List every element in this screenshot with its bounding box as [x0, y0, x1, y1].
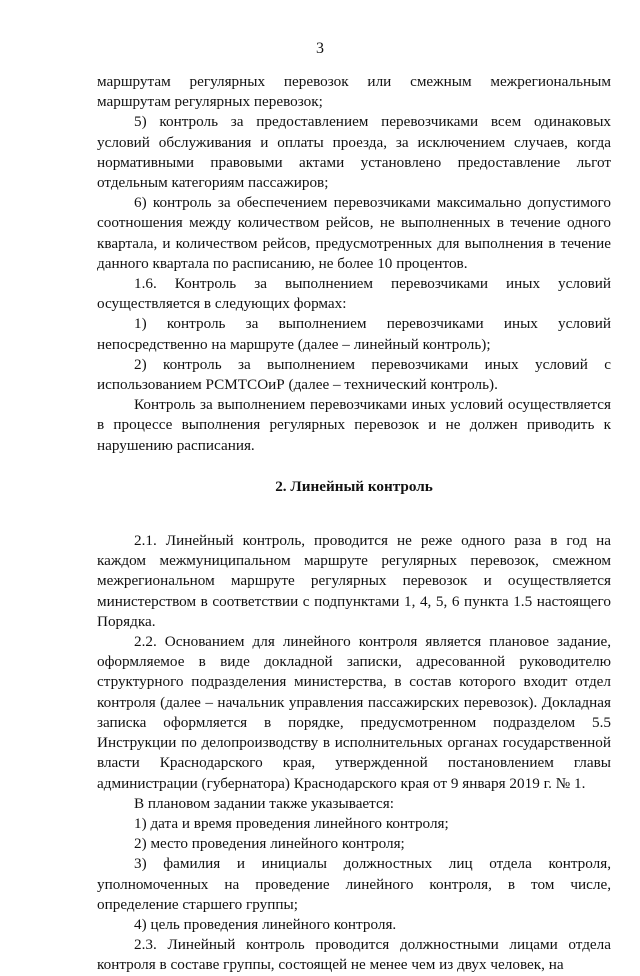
paragraph-p22: 2.2. Основанием для линейного контроля является плановое задание, оформляемое в виде докладной записки, адресованной руководителю структурного подразделения министерства, в состав которого входит отдел контроля (далее – начальник управления пассажирских перевозок). Докладная записка оформляется в порядке, предусмотренном подразделом 5.5 Инструкции по делопроизводству в исполнительных органах государственной власти Краснодарского края, утвержденной постановлением главы администрации (губернатора) Краснодарского края от 9 января 2019 г. № 1.: [97, 633, 611, 792]
paragraph-p5: 5) контроль за предоставлением перевозчиками всем одинаковых условий обслуживания и оплаты проезда, за исключением случаев, когда нормативными правовыми актами установлено предоставление льгот отдельным категориям пассажиров;: [97, 113, 611, 192]
paragraphs-top: [97, 72, 611, 456]
paragraph-p22a: В плановом задании также указывается:: [134, 794, 394, 812]
paragraphs-bottom: [97, 531, 611, 975]
paragraph-p22_2: 2) место проведения линейного контроля;: [134, 835, 405, 853]
paragraph-cont: маршрутам регулярных перевозок или смежным межрегиональным маршрутам регулярных перевозок;: [97, 73, 611, 111]
document-body: [97, 72, 611, 976]
paragraph-p23: 2.3. Линейный контроль проводится должностными лицами отдела контроля в составе группы, состоящей не менее чем из двух человек, на: [97, 936, 611, 974]
paragraph-p16_2: 2) контроль за выполнением перевозчиками иных условий с использованием РСМТСОиР (далее – технический контроль).: [97, 355, 611, 394]
paragraph-p21: 2.1. Линейный контроль, проводится не реже одного раза в год на каждом межмуниципальном маршруте регулярных перевозок, смежном межрегиональном маршруте регулярных перевозок и осуществляется министерством в соответствии с подпунктами 1, 4, 5, 6 пункта 1.5 настоящего Порядка.: [97, 532, 611, 630]
page-number: 3: [316, 40, 324, 57]
paragraph-p22_4: 4) цель проведения линейного контроля.: [134, 915, 397, 933]
paragraph-p22_3: 3) фамилия и инициалы должностных лиц отдела контроля, уполномоченных на проведение линейного контроля, в том числе, определение старшего группы;: [97, 855, 611, 913]
paragraph-p16_3: Контроль за выполнением перевозчиками иных условий осуществляется в процессе выполнения регулярных перевозок и не должен приводить к нарушению расписания.: [97, 396, 611, 454]
paragraph-p22_1: 1) дата и время проведения линейного контроля;: [134, 814, 449, 832]
section-heading: 2. Линейный контроль: [275, 477, 433, 495]
paragraph-p16_1: 1) контроль за выполнением перевозчиками иных условий непосредственно на маршруте (далее – линейный контроль);: [97, 315, 611, 353]
paragraph-p16: 1.6. Контроль за выполнением перевозчиками иных условий осуществляется в следующих формах:: [97, 275, 611, 313]
paragraph-p6: 6) контроль за обеспечением перевозчиками максимально допустимого соотношения между количеством рейсов, не выполненных в течение одного квартала, и количеством рейсов, предусмотренных для выполнения в течение данного квартала по расписанию, не более 10 процентов.: [97, 194, 611, 272]
